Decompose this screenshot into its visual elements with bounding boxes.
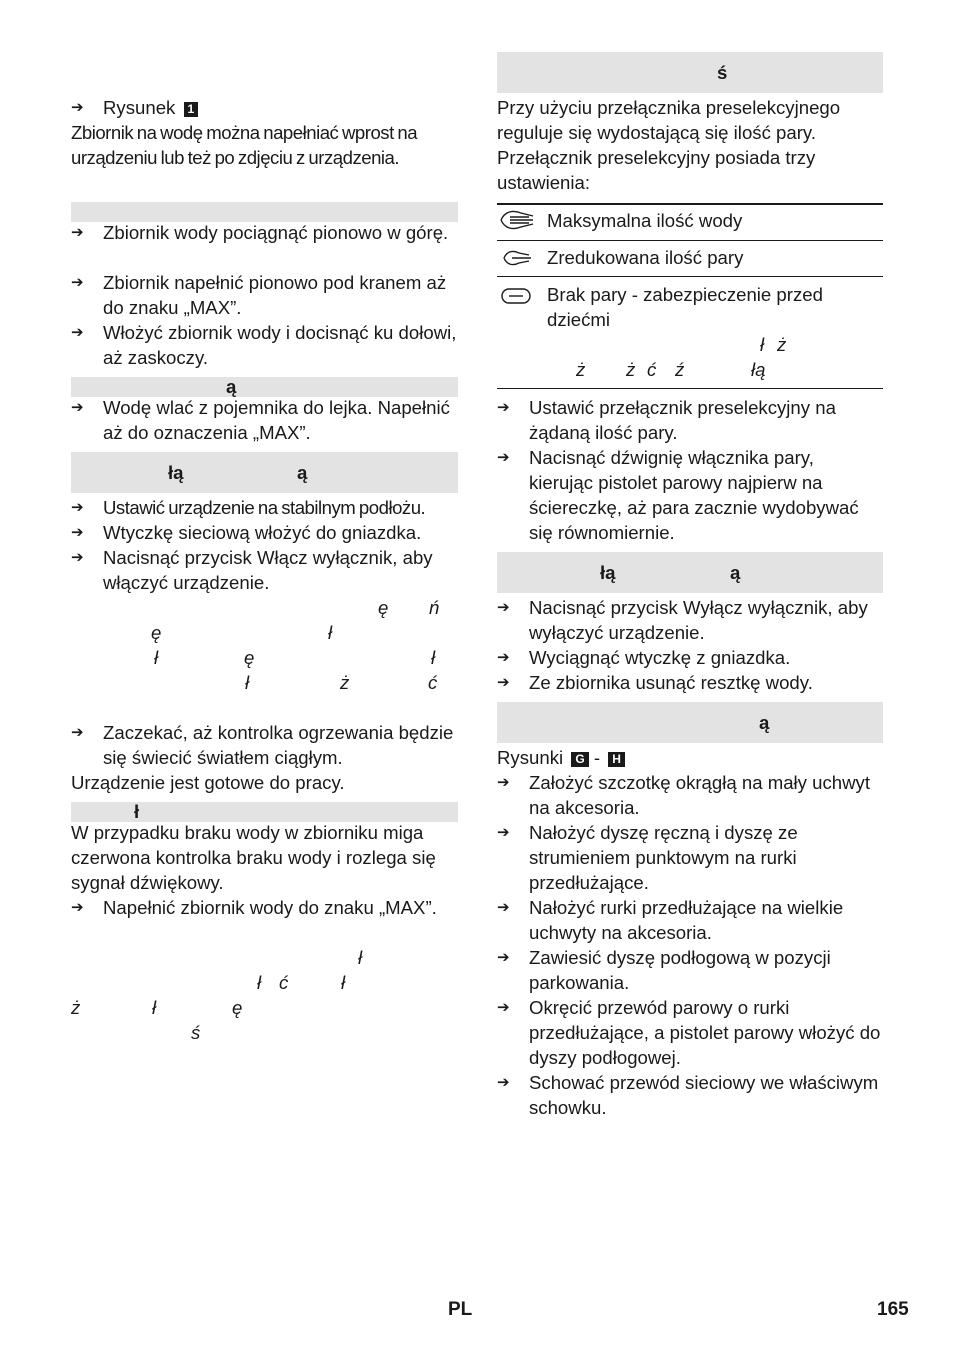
note-fragment: ł (328, 622, 333, 643)
step-item: Nacisnąć dźwignię włącznika pary, kierując pistolet parowy najpierw na ściereczkę, aż para zacznie wydobywać się równomiernie. (529, 447, 859, 543)
section-heading: ś (717, 62, 728, 83)
step-item: Okręcić przewód parowy o rurki przedłużające, a pistolet parowy włożyć do dyszy podłogowej. (529, 997, 881, 1068)
table-bottom-rule (497, 388, 883, 389)
intro-paragraph: Zbiornik na wodę można napełniać wprost na urządzeniu lub też po zdjęciu z urządzenia. (71, 122, 418, 168)
note-fragment: ł (431, 647, 436, 668)
note-fragment: ł (341, 972, 346, 993)
figure-ref-label: Rysunek (103, 97, 176, 118)
table-row-rule (497, 276, 883, 277)
section-heading: ą (759, 712, 770, 733)
section-heading-bar (497, 702, 883, 743)
arrow-right-icon: ➔ (71, 399, 84, 416)
note-fragment: ł (152, 997, 157, 1018)
arrow-right-icon: ➔ (71, 549, 84, 566)
arrow-right-icon: ➔ (497, 399, 510, 416)
intro-paragraph: Przy użyciu przełącznika preselekcyjnego reguluje się wydostającą się ilość pary. Przełącznik preselekcyjny posiada trzy ustawienia: (497, 97, 841, 193)
note-fragment: ć (279, 972, 289, 993)
section-heading-part: ą (297, 462, 308, 483)
arrow-right-icon: ➔ (497, 999, 510, 1016)
arrow-right-icon: ➔ (497, 1074, 510, 1091)
step-item: Schować przewód sieciowy we właściwym schowku. (529, 1072, 879, 1118)
note-fragment: ł (245, 672, 250, 693)
status-paragraph: Urządzenie jest gotowe do pracy. (71, 772, 345, 793)
note-fragment: ż (777, 334, 787, 355)
note-fragment: ń (429, 597, 440, 618)
step-item: Ustawić przełącznik preselekcyjny na żądaną ilość pary. (529, 397, 836, 443)
step-item: Ustawić urządzenie na stabilnym podłożu. (103, 497, 426, 518)
step-item: Zbiornik napełnić pionowo pod kranem aż do znaku „MAX”. (103, 272, 447, 318)
step-item: Zawiesić dyszę podłogową w pozycji parkowania. (529, 947, 831, 993)
arrow-right-icon: ➔ (497, 774, 510, 791)
note-fragment: ż (71, 997, 81, 1018)
step-item: Wtyczkę sieciową włożyć do gniazdka. (103, 522, 422, 543)
arrow-right-icon: ➔ (71, 899, 84, 916)
note-fragment: ć (428, 672, 438, 693)
note-fragment: ł (760, 334, 765, 355)
note-fragment: ż (576, 359, 586, 380)
step-item: Wyciągnąć wtyczkę z gniazdka. (529, 647, 791, 668)
note-fragment: ę (151, 622, 162, 643)
section-heading-part: łą (600, 562, 616, 583)
step-item: Nałożyć rurki przedłużające na wielkie uchwyty na akcesoria. (529, 897, 844, 943)
arrow-right-icon: ➔ (497, 599, 510, 616)
figure-badge: 1 (184, 102, 199, 117)
note-fragment: ł (358, 947, 363, 968)
figure-badge: H (608, 752, 625, 767)
step-item: Napełnić zbiornik wody do znaku „MAX”. (103, 897, 437, 918)
arrow-right-icon: ➔ (71, 499, 84, 516)
note-fragment: ż (626, 359, 636, 380)
figure-ref-label: Rysunki (497, 747, 564, 768)
note-fragment: ł (257, 972, 262, 993)
section-heading: ą (226, 376, 237, 397)
steam-off-icon (499, 284, 535, 308)
arrow-right-icon: ➔ (71, 724, 84, 741)
note-fragment: łą (751, 359, 766, 380)
table-top-rule (497, 203, 883, 205)
section-heading-part: ą (730, 562, 741, 583)
note-fragment: ł (154, 647, 159, 668)
step-item: Założyć szczotkę okrągłą na mały uchwyt na akcesoria. (529, 772, 871, 818)
language-code: PL (448, 1299, 473, 1320)
section-heading-part: łą (168, 462, 184, 483)
table-row-text: Zredukowana ilość pary (547, 247, 744, 268)
step-item: Zaczekać, aż kontrolka ogrzewania będzie się świecić światłem ciągłym. (103, 722, 454, 768)
section-heading-bar (71, 452, 458, 493)
section-heading-bar (71, 377, 458, 397)
section-heading: ł (134, 801, 140, 822)
arrow-right-icon: ➔ (71, 224, 84, 241)
note-fragment: ę (232, 997, 243, 1018)
section-heading-bar (497, 52, 883, 93)
note-fragment: ż (340, 672, 350, 693)
step-item: Włożyć zbiornik wody i docisnąć ku dołowi, aż zaskoczy. (103, 322, 457, 368)
section-heading-bar (71, 202, 458, 222)
table-row-text: Maksymalna ilość wody (547, 210, 743, 231)
arrow-right-icon: ➔ (497, 824, 510, 841)
arrow-right-icon: ➔ (71, 524, 84, 541)
step-item: Wodę wlać z pojemnika do lejka. Napełnić aż do oznaczenia „MAX”. (103, 397, 450, 443)
arrow-right-icon: ➔ (497, 649, 510, 666)
figure-ref-separator: - (593, 747, 601, 768)
warning-paragraph: W przypadku braku wody w zbiorniku miga czerwona kontrolka braku wody i rozlega się sygnał dźwiękowy. (71, 822, 436, 893)
figure-reference (103, 95, 458, 120)
figure-badge: G (571, 752, 588, 767)
step-item: Nacisnąć przycisk Włącz wyłącznik, aby włączyć urządzenie. (103, 547, 433, 593)
table-row-rule (497, 240, 883, 241)
arrow-right-icon: ➔ (497, 899, 510, 916)
steam-reduced-icon (499, 246, 535, 270)
section-heading-bar (497, 552, 883, 593)
arrow-right-icon: ➔ (497, 949, 510, 966)
page-number: 165 (877, 1299, 909, 1320)
section-heading-bar (71, 802, 458, 822)
note-fragment: ę (244, 647, 255, 668)
note-fragment: ź (675, 359, 685, 380)
figure-reference (497, 745, 883, 770)
step-item: Ze zbiornika usunąć resztkę wody. (529, 672, 813, 693)
note-fragment: ć (647, 359, 657, 380)
arrow-right-icon: ➔ (71, 324, 84, 341)
note-fragment: ę (378, 597, 389, 618)
table-row-text: Brak pary - zabezpieczenie przed dziećmi (547, 284, 823, 330)
arrow-right-icon: ➔ (71, 99, 84, 116)
arrow-right-icon: ➔ (497, 674, 510, 691)
step-item: Nałożyć dyszę ręczną i dyszę ze strumieniem punktowym na rurki przedłużające. (529, 822, 798, 893)
note-fragment: ś (191, 1022, 201, 1043)
step-item: Zbiornik wody pociągnąć pionowo w górę. (103, 222, 449, 243)
arrow-right-icon: ➔ (497, 449, 510, 466)
arrow-right-icon: ➔ (71, 274, 84, 291)
steam-max-icon (499, 208, 535, 232)
step-item: Nacisnąć przycisk Wyłącz wyłącznik, aby wyłączyć urządzenie. (529, 597, 868, 643)
